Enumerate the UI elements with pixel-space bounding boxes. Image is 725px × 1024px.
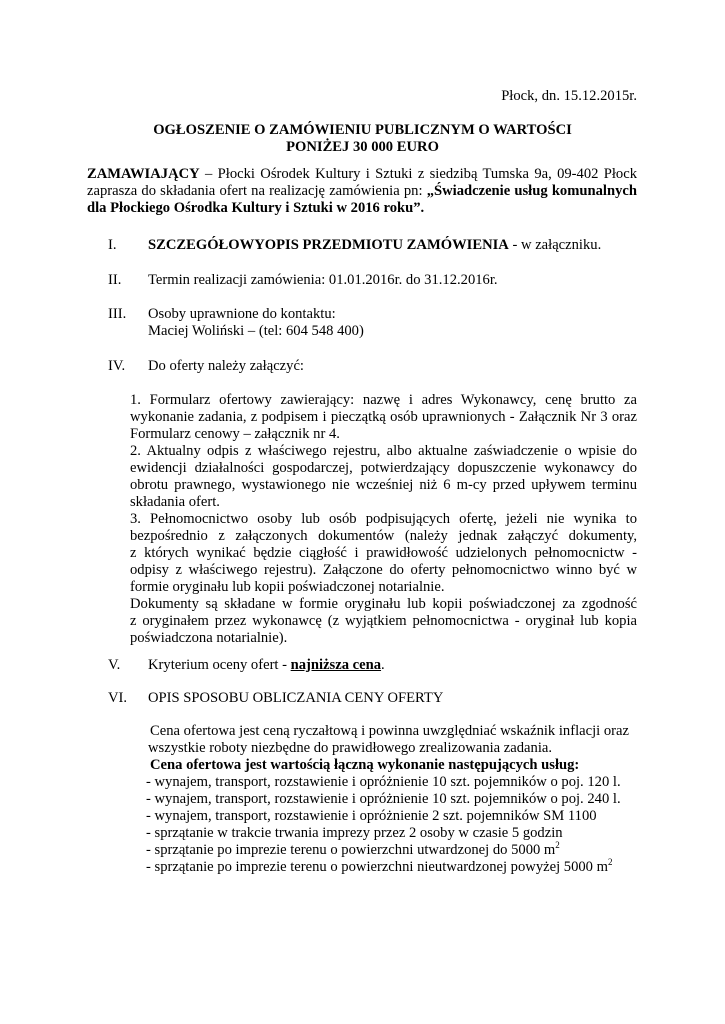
section-3-contact: Maciej Woliński – (tel: 604 548 400) bbox=[148, 323, 364, 339]
service-item: - wynajem, transport, rozstawienie i opróżnienie 2 szt. pojemników SM 1100 bbox=[146, 808, 597, 824]
ordering-party-label: ZAMAWIAJĄCY bbox=[87, 166, 200, 182]
section-4-number: IV. bbox=[108, 358, 126, 374]
intro-line-2: zaprasza do składania ofert na realizację zamówienia pn: „Świadczenie usług komunalnych bbox=[87, 183, 637, 199]
document-date: Płock, dn. 15.12.2015r. bbox=[501, 88, 637, 104]
section-5-text: Kryterium oceny ofert - najniższa cena. bbox=[148, 657, 385, 673]
intro-line-1: ZAMAWIAJĄCY – Płocki Ośrodek Kultury i Sztuki z siedzibą Tumska 9a, 09-402 Płock bbox=[87, 166, 638, 182]
section-3-line1: Osoby uprawnione do kontaktu: bbox=[148, 306, 336, 322]
section-6-para-line: Cena ofertowa jest ceną ryczałtową i powinna uwzględniać wskaźnik inflacji oraz bbox=[150, 723, 629, 739]
section-6-bold-line: Cena ofertowa jest wartością łączną wykonanie następujących usług: bbox=[150, 757, 580, 773]
section-4-line: Dokumenty są składane w formie oryginału lub kopii poświadczonej za zgodność bbox=[130, 596, 637, 612]
service-item: - sprzątanie w trakcie trwania imprezy przez 2 osoby w czasie 5 godzin bbox=[146, 825, 563, 841]
service-item: - wynajem, transport, rozstawienie i opróżnienie 10 szt. pojemników o poj. 240 l. bbox=[146, 791, 621, 807]
section-2-number: II. bbox=[108, 272, 122, 288]
section-4-line: bezpośrednio z załączonych dokumentów (należy jednak załączyć dokumenty, bbox=[130, 528, 637, 544]
section-3-number: III. bbox=[108, 306, 127, 322]
intro-line-3: dla Płockiego Ośrodka Kultury i Sztuki w 2016 roku”. bbox=[87, 200, 425, 216]
criterion-lowest-price: najniższa cena bbox=[290, 657, 382, 673]
section-4-line: składania ofert. bbox=[130, 494, 220, 510]
service-item: - sprzątanie po imprezie terenu o powierzchni utwardzonej do 5000 $m^2$ bbox=[146, 840, 560, 858]
section-4-line: z oryginałem przez wykonawcę (z wyjątkiem pełnomocnictwa - oryginał lub kopia bbox=[130, 613, 637, 629]
section-4-line: 2. Aktualny odpis z właściwego rejestru, albo aktualne zaświadczenie o wpisie do bbox=[130, 443, 637, 459]
section-4-line: z których wynikać będzie ciągłość i prawidłowość udzielonych pełnomocnictw - bbox=[130, 545, 637, 561]
section-1-text: SZCZEGÓŁOWYOPIS PRZEDMIOTU ZAMÓWIENIA - w załączniku. bbox=[148, 237, 602, 253]
section-4-line: poświadczona notarialnie). bbox=[130, 630, 288, 646]
section-6-number: VI. bbox=[108, 690, 128, 706]
section-4-line: 3. Pełnomocnictwo osoby lub osób podpisujących ofertę, jeżeli nie wynika to bbox=[130, 511, 637, 527]
section-1-number: I. bbox=[108, 237, 117, 253]
service-item: - wynajem, transport, rozstawienie i opróżnienie 10 szt. pojemników o poj. 120 l. bbox=[146, 774, 621, 790]
document-title-line1: OGŁOSZENIE O ZAMÓWIENIU PUBLICZNYM O WARTOŚCI bbox=[153, 122, 572, 138]
section-4-line: Formularz cenowy – załącznik nr 4. bbox=[130, 426, 340, 442]
section-4-line: obrotu prawnego, wystawionego nie wcześniej niż 6 m-cy przed upływem terminu bbox=[130, 477, 637, 493]
section-4-heading: Do oferty należy załączyć: bbox=[148, 358, 304, 374]
section-4-line: wykonanie zadania, z podpisem i pieczątką osób uprawnionych - Załącznik Nr 3 oraz bbox=[130, 409, 637, 425]
section-4-line: 1. Formularz ofertowy zawierający: nazwę i adres Wykonawcy, cenę brutto za bbox=[130, 392, 637, 408]
document-title-line2: PONIŻEJ 30 000 EURO bbox=[286, 139, 439, 155]
section-4-line: odpisy z właściwego rejestru). Załączone do oferty pełnomocnictwo winno być w bbox=[130, 562, 637, 578]
section-6-para-line: wszystkie roboty niezbędne do prawidłowego zrealizowania zadania. bbox=[148, 740, 553, 756]
section-6-heading: OPIS SPOSOBU OBLICZANIA CENY OFERTY bbox=[148, 690, 444, 706]
section-2-text: Termin realizacji zamówienia: 01.01.2016r. do 31.12.2016r. bbox=[148, 272, 498, 288]
section-4-line: ewidencji działalności gospodarczej, potwierdzający dopuszczenie wykonawcy do bbox=[130, 460, 637, 476]
section-5-number: V. bbox=[108, 657, 121, 673]
section-4-line: formie oryginału lub kopii poświadczonej notarialnie. bbox=[130, 579, 445, 595]
service-item: - sprzątanie po imprezie terenu o powierzchni nieutwardzonej powyżej 5000 $m^2$ bbox=[146, 857, 613, 875]
